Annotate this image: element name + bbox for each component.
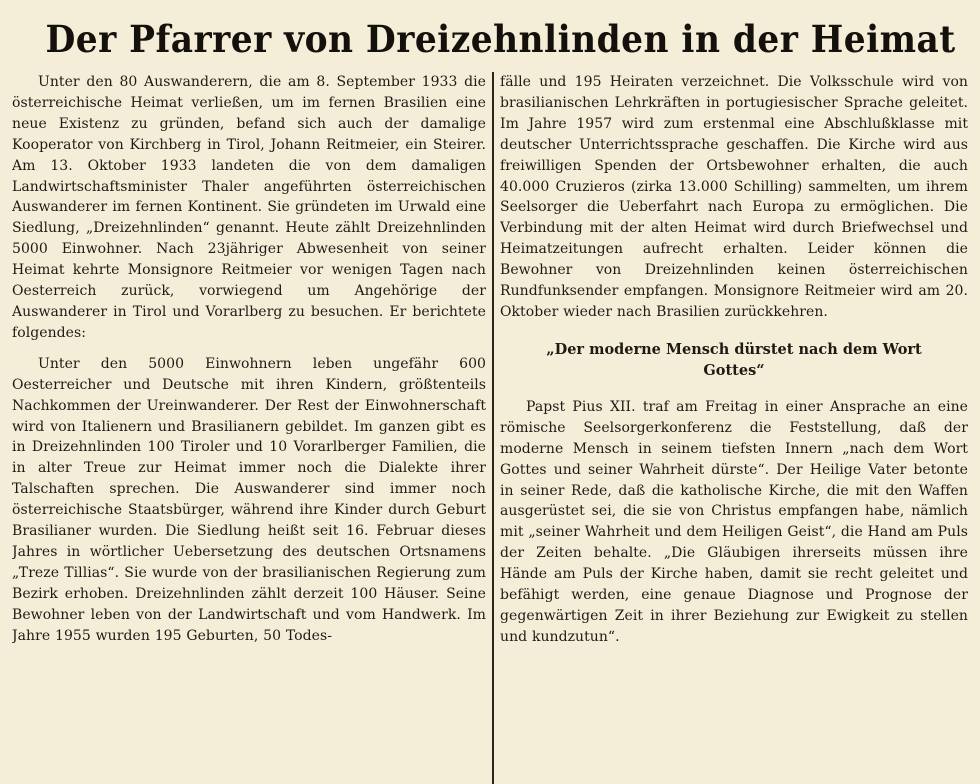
paragraph: fälle und 195 Heiraten verzeichnet. Die Volksschule wird von brasilianischen Lehrkräften in portugiesischer Sprache geleitet. Im Jahre 1957 wird zum erstenmal eine Abschlußklasse mit deutscher Unterrichtssprache geschaffen. Die Kirche wird aus freiwilligen Spenden der Ortsbewohner erhalten, die auch 40.000 Cruzieros (zirka 13.000 Schilling) sammelten, um ihrem Seelsorger die Ueberfahrt nach Europa zu ermöglichen. Die Verbindung mit der alten Heimat wird durch Briefwechsel und Heimatzeitungen aufrecht erhalten. Leider können die Bewohner von Dreizehnlinden keinen österreichischen Rundfunksender empfangen. Monsignore Reitmeier wird am 20. Oktober wieder nach Brasilien zurückkehren.: [500, 74, 968, 320]
paragraph: Unter den 80 Auswanderern, die am 8. September 1933 die österreichische Heimat verließen, um im fernen Brasilien eine neue Existenz zu gründen, befand sich auch der damalige Kooperator von Kirchberg in Tirol, Johann Reitmeier, ein Steirer. Am 13. Oktober 1933 landeten die von dem damaligen Landwirtschaftsminister Thaler angeführten österreichischen Auswanderer im fernen Kontinent. Sie gründeten im Urwald eine Siedlung, „Dreizehnlinden“ genannt. Heute zählt Dreizehnlinden 5000 Einwohner. Nach 23jähriger Abwesenheit von seiner Heimat kehrte Monsignore Reitmeier vor wenigen Tagen nach Oesterreich zurück, vorwiegend um Angehörige der Auswanderer in Tirol und Vorarlberg zu besuchen. Er berichtete folgendes:: [12, 74, 486, 341]
headline: Der Pfarrer von Dreizehnlinden in der Heimat: [45, 17, 956, 61]
article-columns: [12, 72, 968, 784]
right-column: [500, 72, 968, 784]
subheadline: „Der moderne Mensch dürstet nach dem Wort Gottes“: [546, 340, 922, 379]
column-divider: [492, 72, 494, 784]
left-column: [12, 72, 486, 784]
paragraph: Papst Pius XII. traf am Freitag in einer Ansprache an eine römische Seelsorgerkonferenz die Feststellung, daß der moderne Mensch in seinem tiefsten Innern „nach dem Wort Gottes und seiner Wahrheit dürste“. Der Heilige Vater betonte in seiner Rede, daß die katholische Kirche, die mit den Waffen ausgerüstet sei, die sie von Christus empfangen habe, nämlich mit „seiner Wahrheit und dem Heiligen Geist“, die Hand am Puls der Zeiten behalte. „Die Gläubigen ihrerseits müssen ihre Hände am Puls der Kirche haben, damit sie recht geleitet und befähigt werden, eine genaue Diagnose und Prognose der gegenwärtigen Zeit in ihrer Beziehung zur Ewigkeit zu stellen und kundzutun“.: [500, 398, 968, 645]
paragraph: Unter den 5000 Einwohnern leben ungefähr 600 Oesterreicher und Deutsche mit ihren Kindern, größtenteils Nachkommen der Ureinwanderer. Der Rest der Einwohnerschaft wird von Italienern und Brasilianern gebildet. Im ganzen gibt es in Dreizehnlinden 100 Tiroler und 10 Vorarlberger Familien, die in alter Treue zur Heimat immer noch die Dialekte ihrer Talschaften sprechen. Die Auswanderer sind immer noch österreichische Staatsbürger, während ihre Kinder durch Geburt Brasilianer wurden. Die Siedlung heißt seit 16. Februar dieses Jahres in wörtlicher Uebersetzung des deutschen Ortsnamens „Treze Tillias“. Sie wurde von der brasilianischen Regierung zum Bezirk erhoben. Dreizehnlinden zählt derzeit 100 Häuser. Seine Bewohner leben von der Landwirtschaft und vom Handwerk. Im Jahre 1955 wurden 195 Geburten, 50 Todes-: [12, 355, 486, 644]
